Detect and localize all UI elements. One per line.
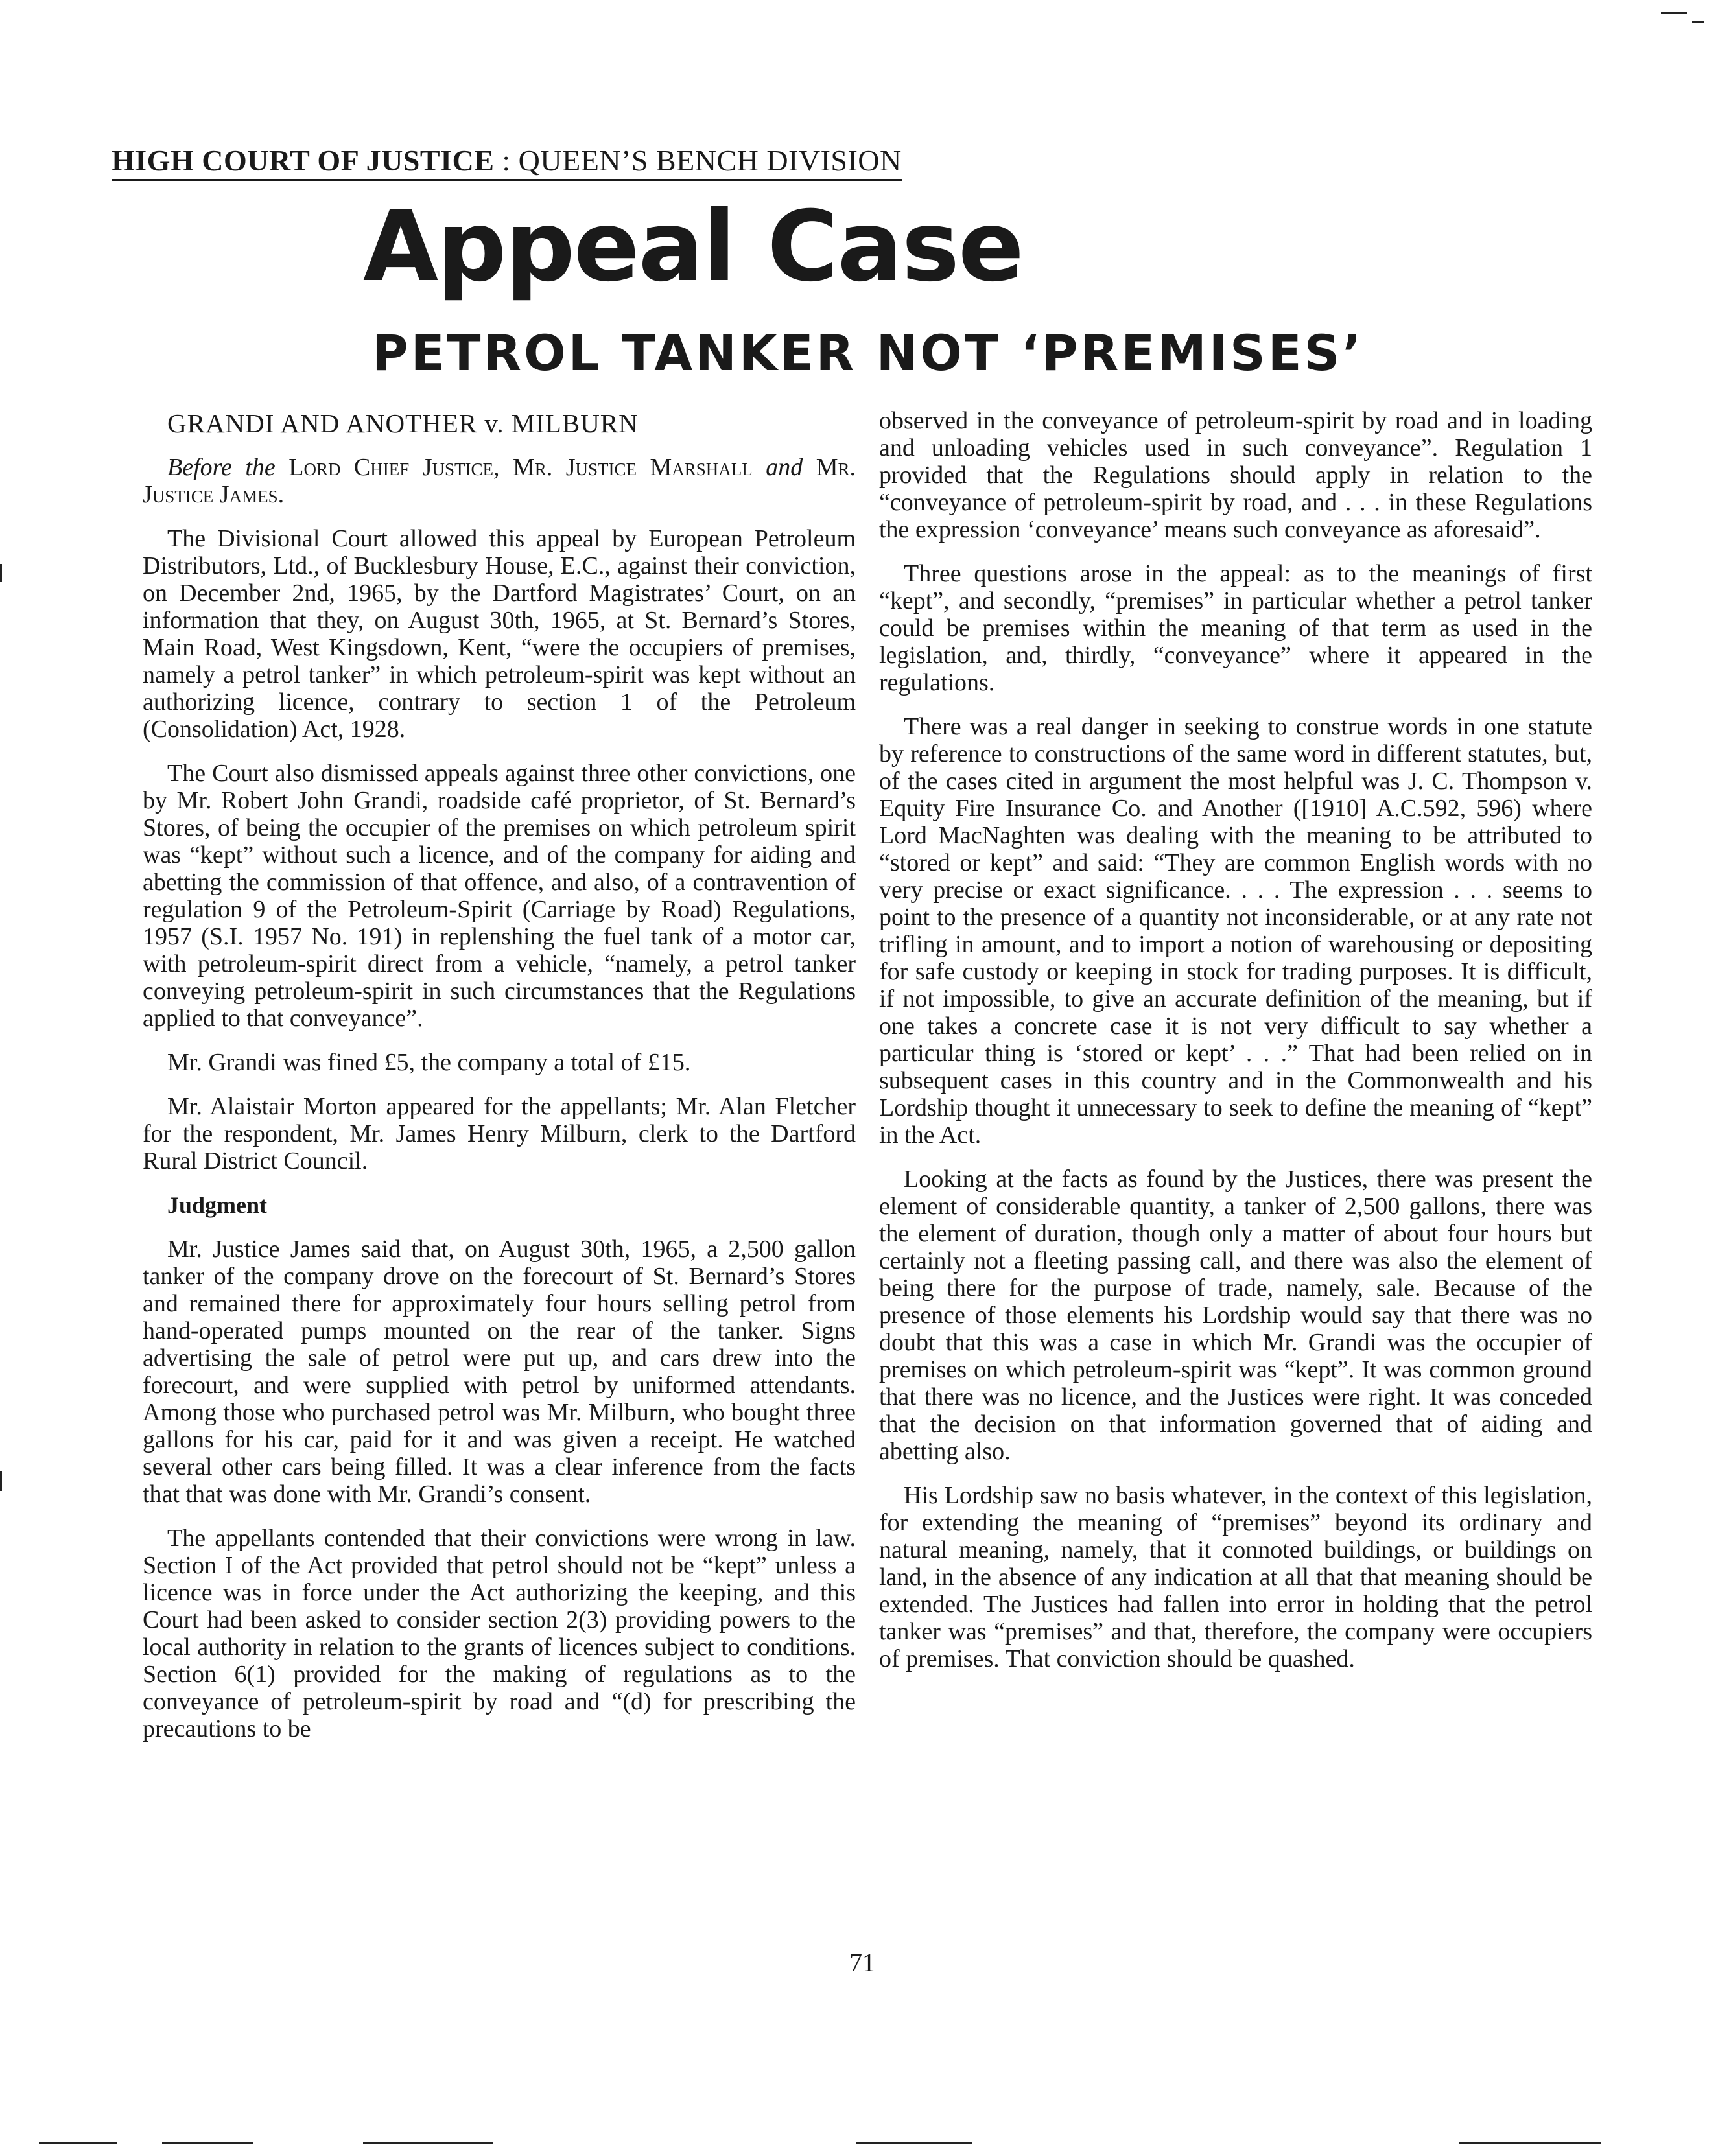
judges-line: Before the Lord Chief Justice, Mr. Justice Marshall and Mr. Justice James.: [143, 454, 856, 508]
paragraph: Looking at the facts as found by the Justices, there was present the element of considerable quantity, a tanker of 2,500 gallons, there was the element of duration, though only a matter of about four hours but certainly not a fleeting passing call, and there was also the element of being there for the purpose of trade, namely, sale. Because of the presence of those elements his Lordship would say that there was no doubt that this was a case in which Mr. Grandi was the occupier of premises on which petroleum-spirit was “kept”. It was common ground that there was no licence, and the Justices were right. It was conceded that the decision on that information governed that of aiding and abetting also.: [879, 1166, 1592, 1465]
right-column: [879, 407, 1592, 1689]
paragraph: The appellants contended that their convictions were wrong in law. Section I of the Act provided that petrol should not be “kept” unless a licence was in force under the Act authorizing the keeping, and this Court had been asked to consider section 2(3) providing powers to the local authority in relation to the grants of licences subject to conditions. Section 6(1) provided for the making of regulations as to the conveyance of petroleum-spirit by road and “(d) for prescribing the precautions to be: [143, 1525, 856, 1742]
scan-artifact: [1459, 2142, 1601, 2144]
scan-artifact: [363, 2142, 493, 2144]
scan-artifact: [39, 2142, 117, 2144]
case-title: GRANDI AND ANOTHER v. MILBURN: [167, 408, 639, 438]
paragraph: His Lordship saw no basis whatever, in the context of this legislation, for extending the meaning of “premises” beyond its ordinary and natural meaning, namely, that it connoted buildings, or buildings on land, in the absence of any indication at all that that meaning should be extended. The Justices had fallen into error in holding that the petrol tanker was “premises” and that, therefore, the company were occupiers of premises. That conviction should be quashed.: [879, 1482, 1592, 1672]
paragraph: There was a real danger in seeking to construe words in one statute by reference to constructions of the same word in different statutes, but, of the cases cited in argument the most helpful was J. C. Thompson v. Equity Fire Insurance Co. and Another ([1910] A.C.592, 596) where Lord MacNaghten was dealing with the meaning to be attributed to “stored or kept” and said: “They are common English words with no very precise or exact significance. . . . The expression . . . seems to point to the presence of a quantity not inconsiderable, or at any rate not trifling in amount, and to import a notion of warehousing or depositing for safe custody or keeping in stock for trading purposes. It is difficult, if not impossible, to give an accurate definition of the meaning, but if one takes a concrete case it is not very difficult to say whether a particular thing is ‘stored or kept’ . . .” That had been relied on in subsequent cases in this country and in the Commonwealth and his Lordship thought it unnecessary to seek to define the meaning of “kept” in the Act.: [879, 713, 1592, 1149]
paragraph: The Divisional Court allowed this appeal by European Petroleum Distributors, Ltd., of Bucklesbury House, E.C., against their conviction, on December 2nd, 1965, by the Dartford Magistrates’ Court, on an information that they, on August 30th, 1965, at St. Bernard’s Stores, Main Road, West Kingsdown, Kent, “were the occupiers of premises, namely a petrol tanker” in which petroleum-spirit was kept without an authorizing licence, contrary to section 1 of the Petroleum (Consolidation) Act, 1928.: [143, 525, 856, 743]
paragraph: Mr. Grandi was fined £5, the company a total of £15.: [167, 1049, 691, 1076]
scan-artifact: [856, 2142, 972, 2144]
judgment-heading: Judgment: [167, 1192, 268, 1218]
scan-artifact: [0, 564, 2, 582]
page-title: Appeal Case: [363, 191, 1023, 303]
paragraph: Three questions arose in the appeal: as to the meanings of first “kept”, and secondly, “premises” in particular whether a petrol tanker could be premises within the meaning of that term as used in the legislation, and, thirdly, “conveyance” where it appeared in the regulations.: [879, 560, 1592, 696]
scan-artifact: [1661, 12, 1687, 14]
page-number: 71: [849, 1948, 875, 1977]
scan-artifact: [162, 2142, 253, 2144]
scan-artifact: [1692, 21, 1704, 23]
scan-artifact: [0, 1471, 2, 1491]
court-division-kicker: HIGH COURT OF JUSTICE : QUEEN’S BENCH DIVISION: [112, 144, 902, 181]
paragraph: observed in the conveyance of petroleum-spirit by road and in loading and unloading vehicles used in such conveyance”. Regulation 1 provided that the Regulations should apply in relation to the “conveyance of petroleum-spirit by road, and . . . in these Regulations the expression ‘conveyance’ means such conveyance as aforesaid”.: [879, 407, 1592, 543]
page-subtitle: PETROL TANKER NOT ‘PREMISES’: [372, 324, 1364, 382]
left-column: [143, 410, 856, 1759]
paragraph: The Court also dismissed appeals against three other convictions, one by Mr. Robert John Grandi, roadside café proprietor, of St. Bernard’s Stores, of being the occupier of the premises on which petroleum spirit was “kept” without such a licence, and of the company for aiding and abetting the commission of that offence, and also, of a contravention of regulation 9 of the Petroleum-Spirit (Carriage by Road) Regulations, 1957 (S.I. 1957 No. 191) in replenshing the fuel tank of a motor car, with petroleum-spirit direct from a vehicle, “namely, a petrol tanker conveying petroleum-spirit in such circumstances that the Regulations applied to that conveyance”.: [143, 760, 856, 1032]
paragraph: Mr. Justice James said that, on August 30th, 1965, a 2,500 gallon tanker of the company drove on the forecourt of St. Bernard’s Stores and remained there for approximately four hours selling petrol from hand-operated pumps mounted on the rear of the tanker. Signs advertising the sale of petrol were put up, and cars drew into the forecourt, and were supplied with petrol by uniformed attendants. Among those who purchased petrol was Mr. Milburn, who bought three gallons for his car, paid for it and was given a receipt. He watched several other cars being filled. It was a clear inference from the facts that that was done with Mr. Grandi’s consent.: [143, 1236, 856, 1508]
paragraph: Mr. Alaistair Morton appeared for the appellants; Mr. Alan Fletcher for the respondent, Mr. James Henry Milburn, clerk to the Dartford Rural District Council.: [143, 1093, 856, 1175]
